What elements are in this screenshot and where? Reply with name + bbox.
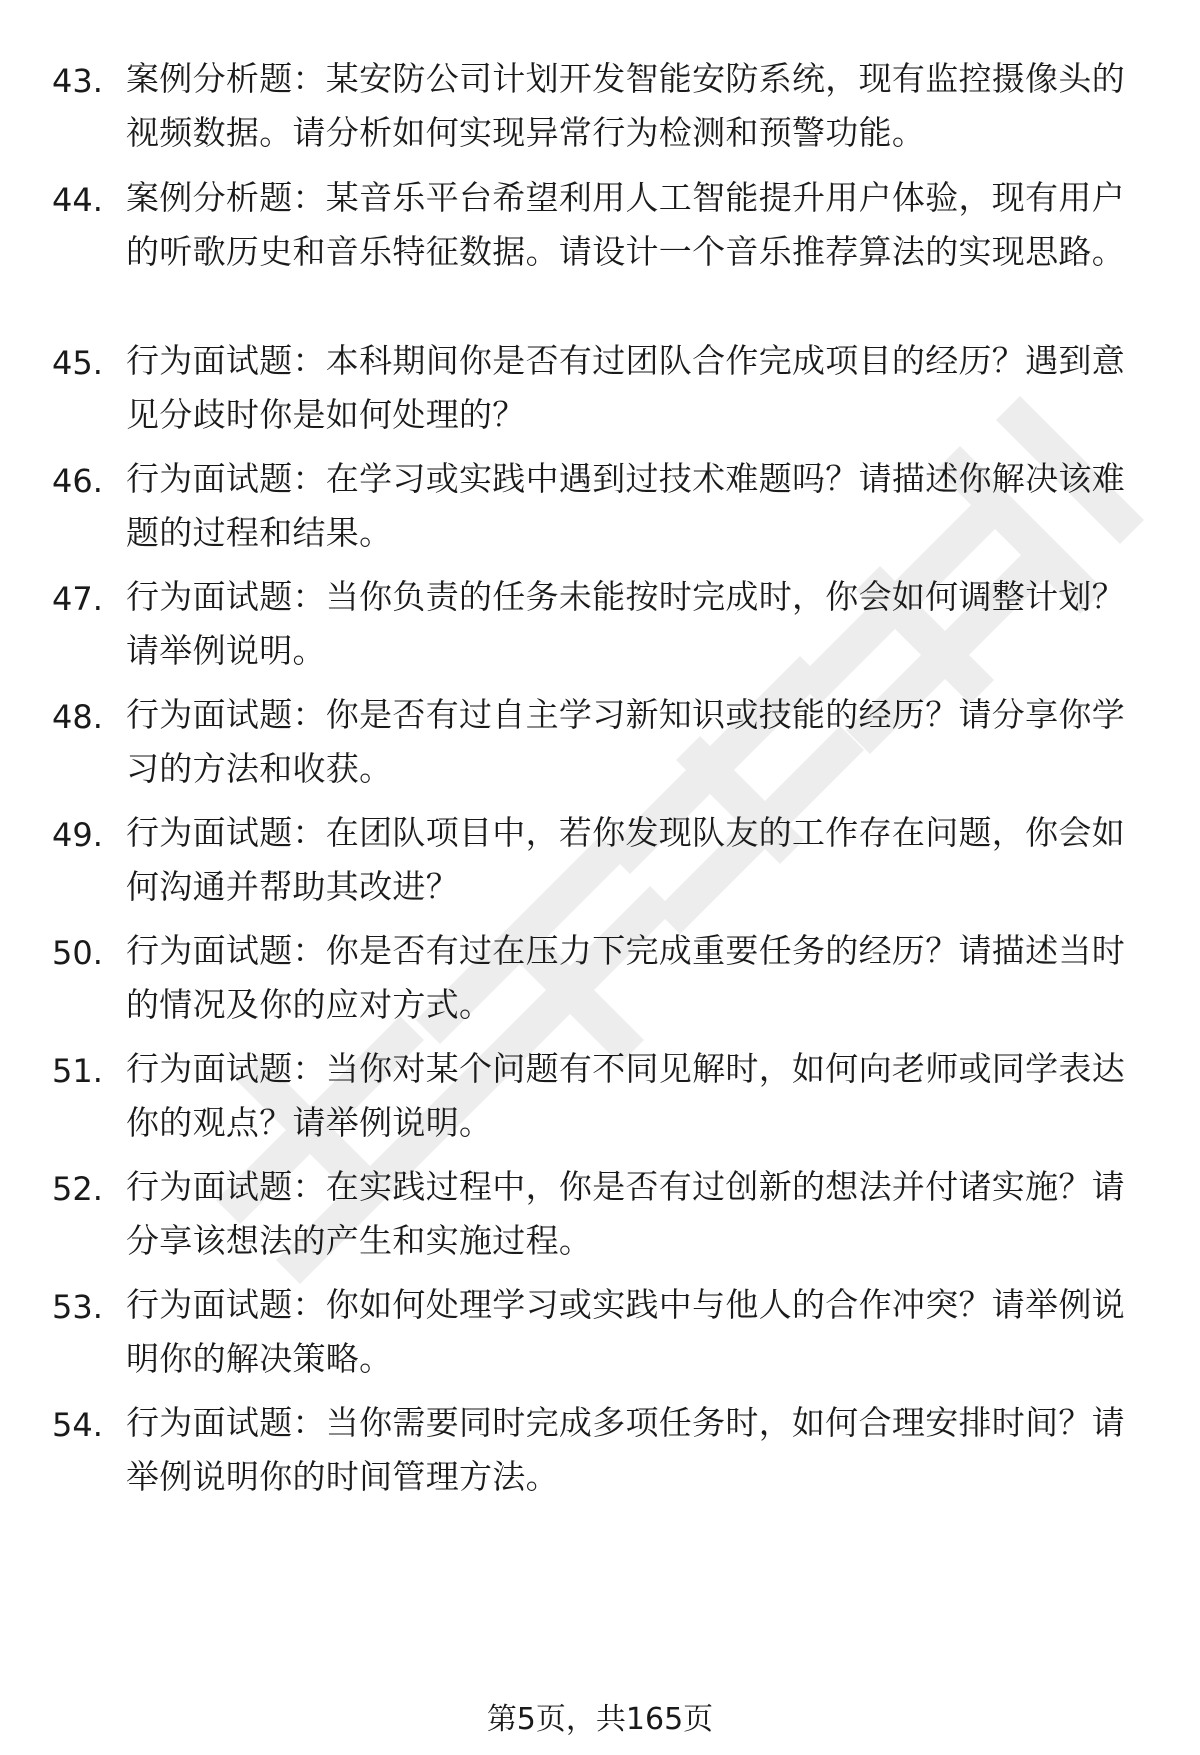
question-text: 案例分析题：某音乐平台希望利用人工智能提升用户体验，现有用户的听歌历史和音乐特征数据。请设计一个音乐推荐算法的实现思路。 [126, 178, 1125, 271]
question-number: 51. [52, 1052, 103, 1090]
question-number: 44. [52, 181, 103, 219]
question-number: 43. [52, 62, 103, 100]
question-text: 行为面试题：在实践过程中，你是否有过创新的想法并付诸实施？请分享该想法的产生和实施过程。 [126, 1167, 1125, 1260]
question-text: 行为面试题：你是否有过自主学习新知识或技能的经历？请分享你学习的方法和收获。 [126, 695, 1125, 788]
question-text: 行为面试题：当你对某个问题有不同见解时，如何向老师或同学表达你的观点？请举例说明。 [126, 1049, 1125, 1142]
question-number: 54. [52, 1406, 103, 1444]
question-number: 50. [52, 934, 103, 972]
question-text: 行为面试题：本科期间你是否有过团队合作完成项目的经历？遇到意见分歧时你是如何处理的？ [126, 341, 1125, 434]
question-text: 行为面试题：当你需要同时完成多项任务时，如何合理安排时间？请举例说明你的时间管理方法。 [126, 1403, 1125, 1496]
question-number: 45. [52, 344, 103, 382]
question-text: 案例分析题：某安防公司计划开发智能安防系统，现有监控摄像头的视频数据。请分析如何实现异常行为检测和预警功能。 [126, 59, 1125, 152]
question-number: 49. [52, 816, 103, 854]
question-text: 行为面试题：在团队项目中，若你发现队友的工作存在问题，你会如何沟通并帮助其改进？ [126, 813, 1125, 906]
question-number: 53. [52, 1288, 103, 1326]
question-number: 46. [52, 462, 103, 500]
page-number-footer: 第5页，共165页 [486, 1702, 714, 1737]
question-number: 47. [52, 580, 103, 618]
question-number: 52. [52, 1170, 103, 1208]
question-text: 行为面试题：在学习或实践中遇到过技术难题吗？请描述你解决该难题的过程和结果。 [126, 459, 1125, 552]
question-text: 行为面试题：你是否有过在压力下完成重要任务的经历？请描述当时的情况及你的应对方式。 [126, 931, 1125, 1024]
question-text: 行为面试题：你如何处理学习或实践中与他人的合作冲突？请举例说明你的解决策略。 [126, 1285, 1125, 1378]
question-text: 行为面试题：当你负责的任务未能按时完成时，你会如何调整计划？请举例说明。 [126, 577, 1125, 670]
question-number: 48. [52, 698, 103, 736]
